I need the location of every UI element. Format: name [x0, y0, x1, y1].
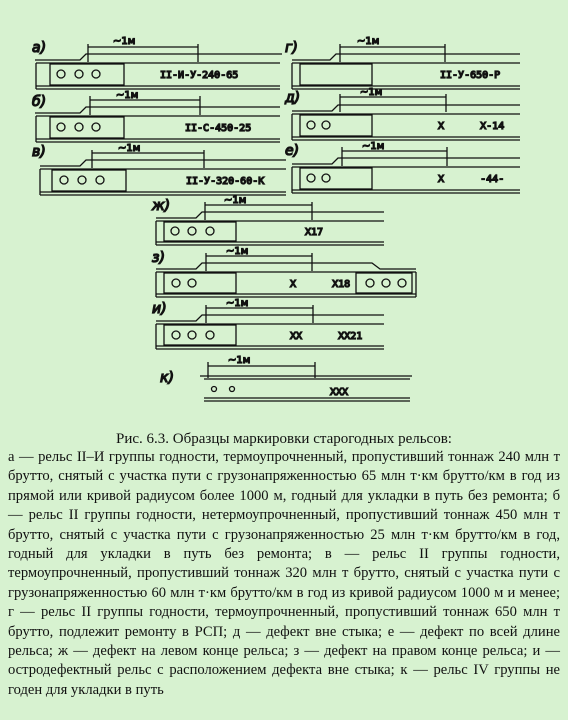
dimension-label: ~1м: [113, 36, 136, 47]
panel-label: з): [152, 250, 165, 266]
dimension-label: ~1м: [360, 87, 383, 98]
panel-label: и): [152, 301, 167, 317]
panel-zh: [151, 195, 384, 245]
dimension-label: ~1м: [228, 355, 251, 366]
rail-marking: II-У-320-60-К: [186, 176, 265, 187]
panel-label: ж): [152, 198, 171, 214]
dimension-label: ~1м: [224, 195, 247, 206]
panel-label: в): [32, 144, 46, 160]
rail-marking: X -44-: [438, 174, 505, 185]
rail-marking: II-С-450-25: [185, 123, 252, 134]
rail-marking: II-У-650-Р: [440, 70, 501, 81]
dimension-label: ~1м: [362, 141, 385, 152]
panel-g: [285, 36, 520, 89]
panel-label: е): [285, 143, 300, 159]
panel-k: [160, 355, 412, 401]
panel-v: [32, 143, 286, 195]
panel-a: [32, 36, 282, 89]
panel-label: к): [160, 370, 174, 386]
rail-marking: XXX: [330, 387, 349, 398]
panel-d: [284, 87, 520, 140]
dimension-label: ~1м: [226, 298, 249, 309]
figure-caption-text: а — рельс II–И группы годности, термоупрочненный, пропустивший тоннаж 240 млн т брутто, снятый с участка пути с грузонапряженностью 65 млн т·км брутто/км в год из прямой или кривой радиусом более 1000 м, годный для укладки в путь без ремонта; б — рельс II группы годности, нетермоупрочненный, пропустивший тоннаж 450 млн т брутто, снятый с участка пути с грузонапряженностью 25 млн т·км брутто/км в год, годный для укладки в путь без ремонта; в — рельс II группы годности, термоупрочненный, пропустивший тоннаж 320 млн т брутто, снятый с участка пути с грузонапряженностью 60 млн т·км брутто/км в год из кривой радиусом 1000 м и менее; г — рельс II группы годности, термоупрочненный, пропустивший тоннаж 650 млн т брутто, подлежит ремонту в РСП; д — дефект вне стыка; е — дефект по всей длине рельса; ж — дефект на левом конце рельса; з — дефект на правом конце рельса; и — остродефектный рельс с расположением дефекта вне стыка; к — рельс IV группы не годен для укладки в путь: [8, 449, 560, 698]
dimension-label: ~1м: [357, 36, 380, 47]
rail-marking: II-И-У-240-65: [160, 70, 239, 81]
dimension-label: ~1м: [226, 246, 249, 257]
rail-marking: X X-14: [438, 121, 505, 132]
rail-marking: X17: [305, 227, 324, 238]
panel-b: [32, 90, 280, 142]
panel-i: [152, 298, 384, 349]
rail-marking: X X18: [290, 279, 351, 290]
dimension-label: ~1м: [116, 90, 139, 101]
figure-caption-title: Рис. 6.3. Образцы маркировки старогодных рельсов:: [116, 431, 452, 447]
dimension-label: ~1м: [118, 143, 141, 154]
panel-label: д): [285, 90, 301, 106]
rail-marking: XX XX21: [290, 331, 363, 342]
panel-label: б): [32, 94, 47, 110]
panel-z: [152, 246, 416, 297]
panel-label: а): [32, 40, 47, 56]
panel-label: г): [285, 40, 298, 56]
panel-e: [285, 141, 520, 193]
